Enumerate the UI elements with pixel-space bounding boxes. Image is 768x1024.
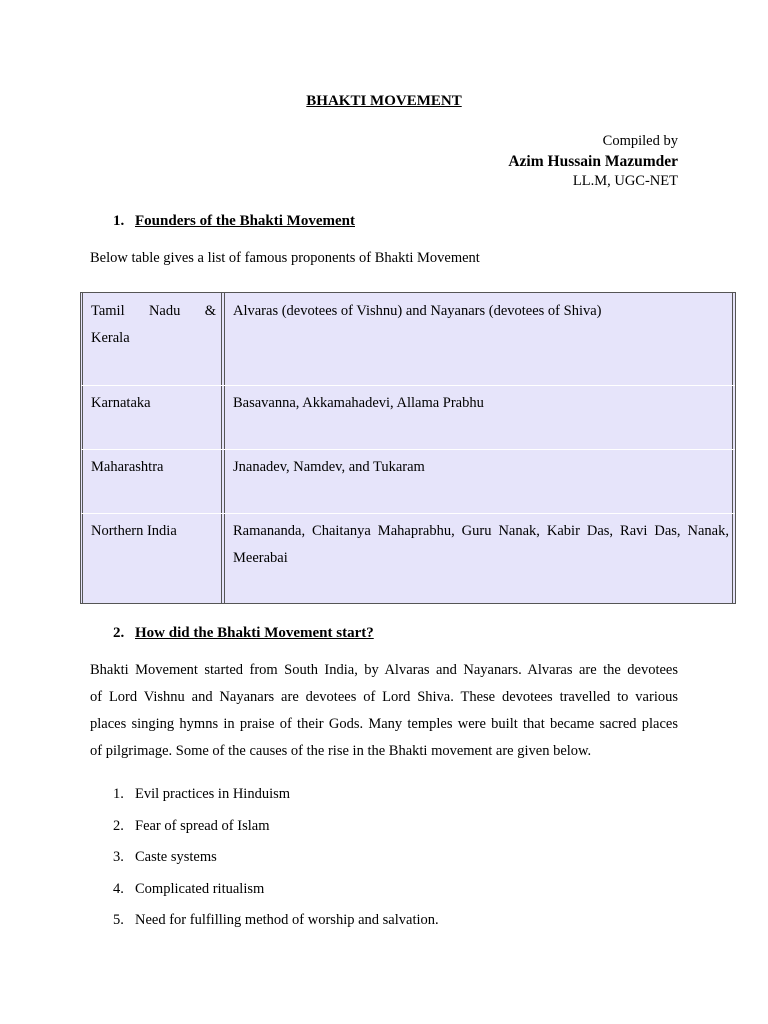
paragraph-line: of Lord Vishnu and Nayanars are devotees of Lord Shiva. These devotees travelled to various	[90, 689, 678, 705]
section-2-title: How did the Bhakti Movement start?	[135, 625, 374, 641]
list-text: Need for fulfilling method of worship and salvation.	[135, 912, 439, 928]
paragraph-line: places singing hymns in praise of their Gods. Many temples were built that became sacred places	[90, 716, 678, 732]
table-row-divider	[81, 449, 735, 450]
section-2-number: 2.	[113, 625, 125, 641]
table-row-divider	[81, 385, 735, 386]
list-number: 4.	[113, 881, 124, 897]
list-item	[113, 881, 264, 898]
list-number: 2.	[113, 818, 124, 834]
list-item	[113, 786, 290, 803]
table-border-right-inner	[732, 293, 733, 603]
table-border-left-inner	[82, 293, 83, 603]
section-2-heading	[113, 625, 374, 642]
table-column-divider	[221, 293, 222, 603]
region-cell: Northern India	[91, 523, 177, 539]
table-intro-text: Below table gives a list of famous proponents of Bhakti Movement	[90, 250, 480, 266]
list-text: Evil practices in Hinduism	[135, 786, 291, 802]
list-number: 5.	[113, 912, 124, 928]
saints-cell: Basavanna, Akkamahadevi, Allama Prabhu	[233, 395, 484, 411]
region-cell: Tamil Nadu &	[91, 303, 216, 319]
region-cell-line2: Kerala	[91, 330, 130, 346]
proponents-table	[80, 292, 736, 604]
document-title: BHAKTI MOVEMENT	[306, 93, 462, 109]
saints-cell-line2: Meerabai	[233, 550, 288, 566]
list-text: Fear of spread of Islam	[135, 818, 270, 834]
list-item	[113, 912, 439, 929]
list-item	[113, 818, 269, 835]
table-row-divider	[81, 513, 735, 514]
paragraph-line: Bhakti Movement started from South India, by Alvaras and Nayanars. Alvaras are the devotees	[90, 662, 678, 678]
table-column-divider-2	[224, 293, 225, 603]
section-1-number: 1.	[113, 213, 125, 229]
author-credentials: LL.M, UGC-NET	[572, 173, 678, 189]
list-number: 3.	[113, 849, 124, 865]
saints-cell: Ramananda, Chaitanya Mahaprabhu, Guru Nanak, Kabir Das, Ravi Das, Nanak,	[233, 523, 729, 539]
paragraph-line: of pilgrimage. Some of the causes of the rise in the Bhakti movement are given below.	[90, 743, 592, 759]
list-text: Complicated ritualism	[135, 881, 265, 897]
origin-paragraph	[90, 657, 678, 765]
list-item	[113, 849, 217, 866]
author-name: Azim Hussain Mazumder	[508, 153, 678, 170]
compiled-by-label: Compiled by	[602, 133, 678, 149]
saints-cell: Jnanadev, Namdev, and Tukaram	[233, 459, 425, 475]
saints-cell: Alvaras (devotees of Vishnu) and Nayanars (devotees of Shiva)	[233, 303, 602, 319]
section-1-title: Founders of the Bhakti Movement	[135, 213, 355, 229]
region-cell: Karnataka	[91, 395, 151, 411]
region-cell: Maharashtra	[91, 459, 164, 475]
list-number: 1.	[113, 786, 124, 802]
list-text: Caste systems	[135, 849, 217, 865]
section-1-heading	[113, 213, 355, 230]
